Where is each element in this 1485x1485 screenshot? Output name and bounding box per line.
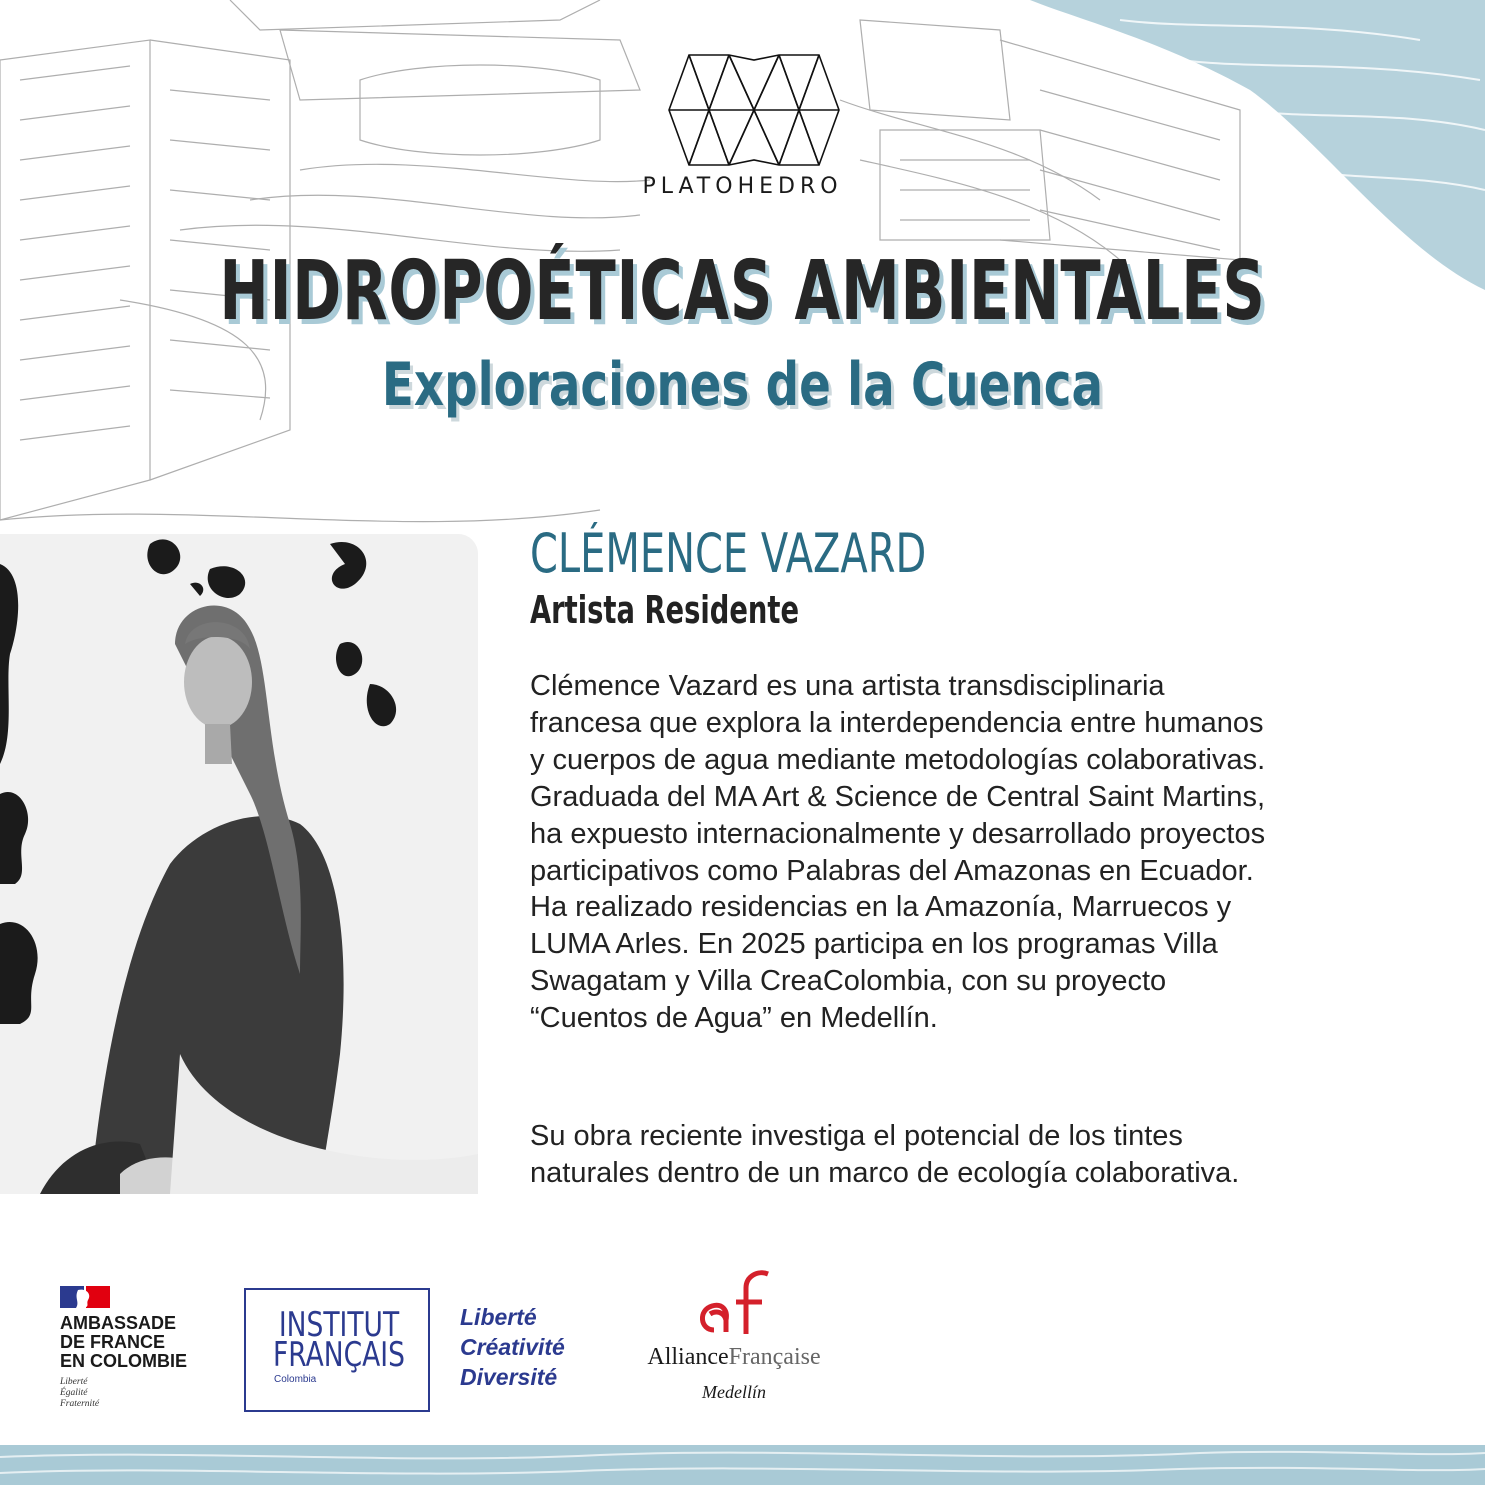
artist-name: CLÉMENCE VAZARD <box>530 522 927 585</box>
platohedro-logo <box>664 50 844 170</box>
artist-portrait-photo <box>0 534 478 1194</box>
alliance-francaise-logo <box>620 1268 848 1428</box>
alliance-city: Medellín <box>702 1382 766 1402</box>
institut-name: INSTITUT FRANÇAIS <box>273 1305 405 1375</box>
alliance-name-part-2: Française <box>728 1344 821 1370</box>
artist-bio-paragraph: Clémence Vazard es una artista transdisciplinaria francesa que explora la interdependencia entre humanos y cuerpos de agua mediante metodologías colaborativas. Graduada del MA Art & Science de Central Saint Martins, ha expuesto internacionalmente y desarrollado proyectos participativos como Palabras del Amazonas en Ecuador. Ha realizado residencias en la Amazonía, Marruecos y LUMA Arles. En 2025 participa en los programas Villa Swagatam y Villa CreaColombia, con su proyecto “Cuentos de Agua” en Medellín. <box>530 670 1266 1035</box>
af-monogram-icon <box>696 1268 776 1338</box>
embassy-motto: Liberté Égalité Fraternité <box>60 1377 100 1409</box>
alliance-name-part-1: Alliance <box>647 1344 729 1370</box>
embassy-of-france-logo <box>60 1286 230 1410</box>
marianne-flag-icon <box>60 1286 110 1308</box>
page-title: HIDROPOÉTICAS AMBIENTALES <box>219 244 1266 339</box>
institut-motto: Liberté Créativité Diversité <box>460 1304 565 1390</box>
institut-country: Colombia <box>274 1374 317 1385</box>
artist-role: Artista Residente <box>530 588 800 632</box>
embassy-name: AMBASSADE DE FRANCE EN COLOMBIE <box>60 1313 188 1371</box>
page-subtitle: Exploraciones de la Cuenca <box>381 350 1104 420</box>
water-band-decoration <box>0 1445 1485 1485</box>
artist-bio-paragraph-2: Su obra reciente investiga el potencial de los tintes naturales dentro de un marco de ecología colaborativa. <box>530 1120 1240 1189</box>
institut-francais-logo <box>244 1288 430 1412</box>
brand-name: PLATOHEDRO <box>642 174 843 199</box>
